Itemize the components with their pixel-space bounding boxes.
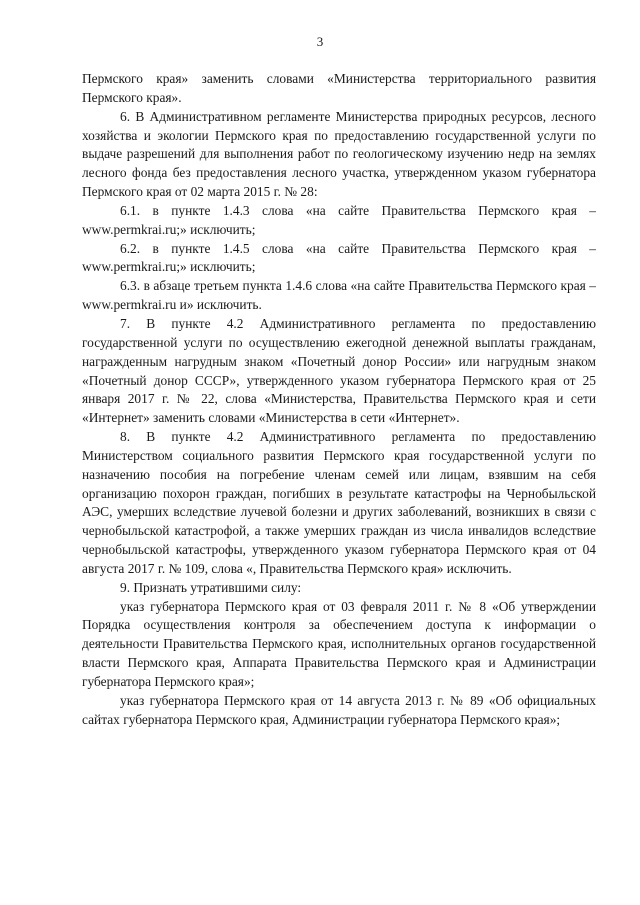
paragraph-item-6: 6. В Административном регламенте Министерства природных ресурсов, лесного хозяйства и экологии Пермского края по предоставлению государственной услуги по выдаче разрешений для выполнения работ по геологическому изучению недр на землях лесного фонда без предоставления лесного участка, утвержденном указом губернатора Пермского края от 02 марта 2015 г. № 28: bbox=[82, 108, 596, 200]
paragraph-decree-2011: указ губернатора Пермского края от 03 февраля 2011 г. № 8 «Об утверждении Порядка осуществления контроля за обеспечением доступа к информации о деятельности Правительства Пермского края, исполнительных органов государственной власти Пермского края, Аппарата Правительства Пермского края и Администрации губернатора Пермского края»; bbox=[82, 598, 596, 689]
paragraph-item-6-2: 6.2. в пункте 1.4.5 слова «на сайте Правительства Пермского края – www.permkrai.ru;» исключить; bbox=[82, 240, 596, 275]
page-number: 3 bbox=[316, 34, 324, 49]
paragraph-item-8: 8. В пункте 4.2 Административного регламента по предоставлению Министерством социального развития Пермского края государственной услуги по назначению пособия на погребение членам семей или лицам, взявшим на себя организацию похорон граждан, погибших в результате катастрофы на Чернобыльской АЭС, умерших вследствие лучевой болезни и других заболеваний, возникших в связи с чернобыльской катастрофой, а также умерших граждан из числа инвалидов вследствие чернобыльской катастрофы, утвержденного указом губернатора Пермского края от 04 августа 2017 г. № 109, слова «, Правительства Пермского края» исключить. bbox=[82, 429, 596, 576]
paragraph-item-6-3: 6.3. в абзаце третьем пункта 1.4.6 слова «на сайте Правительства Пермского края – www.permkrai.ru и» исключить. bbox=[82, 278, 596, 313]
paragraph-decree-2013: указ губернатора Пермского края от 14 августа 2013 г. № 89 «Об официальных сайтах губернатора Пермского края, Администрации губернатора Пермского края»; bbox=[82, 692, 596, 727]
paragraph-item-6-1: 6.1. в пункте 1.4.3 слова «на сайте Правительства Пермского края – www.permkrai.ru;» исключить; bbox=[82, 202, 596, 237]
paragraph-item-9: 9. Признать утратившими силу: bbox=[120, 579, 302, 595]
paragraph-item-7: 7. В пункте 4.2 Административного регламента по предоставлению государственной услуги по осуществлению ежегодной денежной выплаты гражданам, награжденным нагрудным знаком «Почетный донор России» или нагрудным знаком «Почетный донор СССР», утвержденного указом губернатора Пермского края от 25 января 2017 г. № 22, слова «Министерства, Правительства Пермского края и сети «Интернет» заменить словами «Министерства в сети «Интернет». bbox=[82, 315, 596, 426]
document-body bbox=[82, 70, 596, 730]
paragraph-continuation: Пермского края» заменить словами «Министерства территориального развития Пермского края». bbox=[82, 71, 596, 105]
